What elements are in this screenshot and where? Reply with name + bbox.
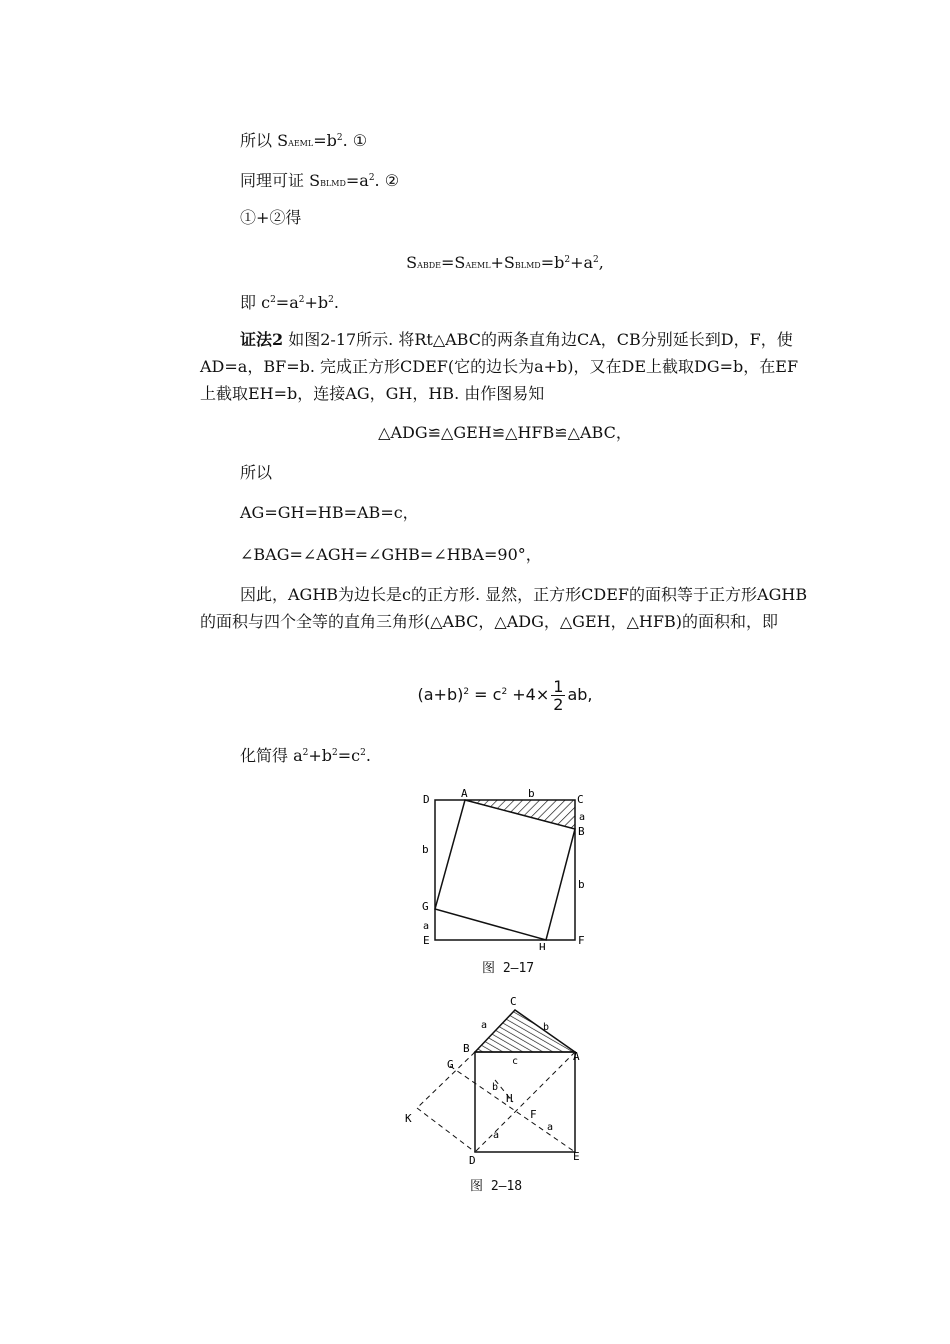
label-c: c xyxy=(512,1056,519,1067)
label-E: E xyxy=(423,934,430,947)
label-B: B xyxy=(463,1042,470,1055)
figure-2-17 xyxy=(410,785,600,950)
line-simplify: 化简得 $a^2+b^2=c^2$. xyxy=(240,746,371,765)
label-a-right: a xyxy=(579,812,586,823)
label-b: b xyxy=(543,1022,550,1033)
label-b-left: b xyxy=(422,843,429,856)
congruence-statement: △ADG≌△GEH≌△HFB≌△ABC， xyxy=(378,423,632,442)
label-b-right: b xyxy=(578,878,585,891)
line-so-2: 所以 xyxy=(240,463,273,482)
dashed-bk xyxy=(417,1052,475,1108)
label-a-left: a xyxy=(423,921,430,932)
label-C: C xyxy=(510,995,517,1008)
label-D: D xyxy=(423,793,430,806)
line-conclusion: 即 $c^2=a^2+b^2$. xyxy=(240,293,339,312)
label-a3: a xyxy=(547,1122,554,1133)
label-E: E xyxy=(573,1150,580,1163)
proof-2-label: 证法2 xyxy=(240,330,284,349)
label-a: a xyxy=(481,1020,488,1031)
dashed-ad xyxy=(475,1052,575,1152)
formula-area: $(a+b)^2 = c^2 +4\times$ $\frac{1}{2}$ ab, xyxy=(417,677,593,714)
label-D: D xyxy=(469,1154,476,1165)
figure-2-18 xyxy=(395,990,595,1165)
line-sum: ①+②得 xyxy=(240,208,302,227)
equation-area-sum: $SABDE=SAEML+SBLMD=b^2+a^2$, xyxy=(406,253,604,272)
equation-angles: ∠BAG=∠AGH=∠GHB=∠HBA=90°， xyxy=(240,545,542,564)
label-b2: b xyxy=(492,1082,499,1093)
dashed-kd xyxy=(417,1108,475,1152)
label-H: H xyxy=(539,941,546,950)
line-similarly-blmd: 同理可证 $SBLMD=a^2$. ② xyxy=(240,171,400,190)
label-H: H xyxy=(506,1092,513,1105)
dashed-ge xyxy=(450,1066,575,1152)
label-F: F xyxy=(578,934,585,947)
label-C: C xyxy=(577,793,584,806)
label-K: K xyxy=(405,1112,412,1125)
triangle-abc-hatched xyxy=(475,1010,575,1052)
proof-2-paragraph: 证法2 如图2-17所示. 将Rt△ABC的两条直角边CA，CB分别延长到D，F，使AD=a，BF=b. 完成正方形CDEF(它的边长为a+b)，又在DE上截取DG=b，在EF上截取EH=b，连接AG，GH，HB. 由作图易知 xyxy=(200,330,799,403)
equation-sides: AG=GH=HB=AB=c， xyxy=(240,503,419,522)
label-G: G xyxy=(447,1058,454,1071)
fraction-half: $\frac{1}{2}$ xyxy=(553,677,564,714)
label-F: F xyxy=(530,1108,537,1121)
label-a2: a xyxy=(493,1130,500,1141)
figure-2-18-caption: 图 2—18 xyxy=(470,1179,523,1194)
label-b-top: b xyxy=(528,787,535,800)
line-so-aeml: 所以 $SAEML=b^2$. ① xyxy=(240,131,368,150)
label-A: A xyxy=(461,787,468,800)
figure-2-17-caption: 图 2—17 xyxy=(482,961,535,976)
label-G: G xyxy=(422,900,429,913)
label-A: A xyxy=(573,1050,580,1063)
label-B: B xyxy=(578,825,585,838)
paragraph-area-reasoning: 因此，AGHB为边长是c的正方形. 显然，正方形CDEF的面积等于正方形AGHB的面积与四个全等的直角三角形(△ABC，△ADG，△GEH，△HFB)的面积和，即 xyxy=(200,585,808,631)
